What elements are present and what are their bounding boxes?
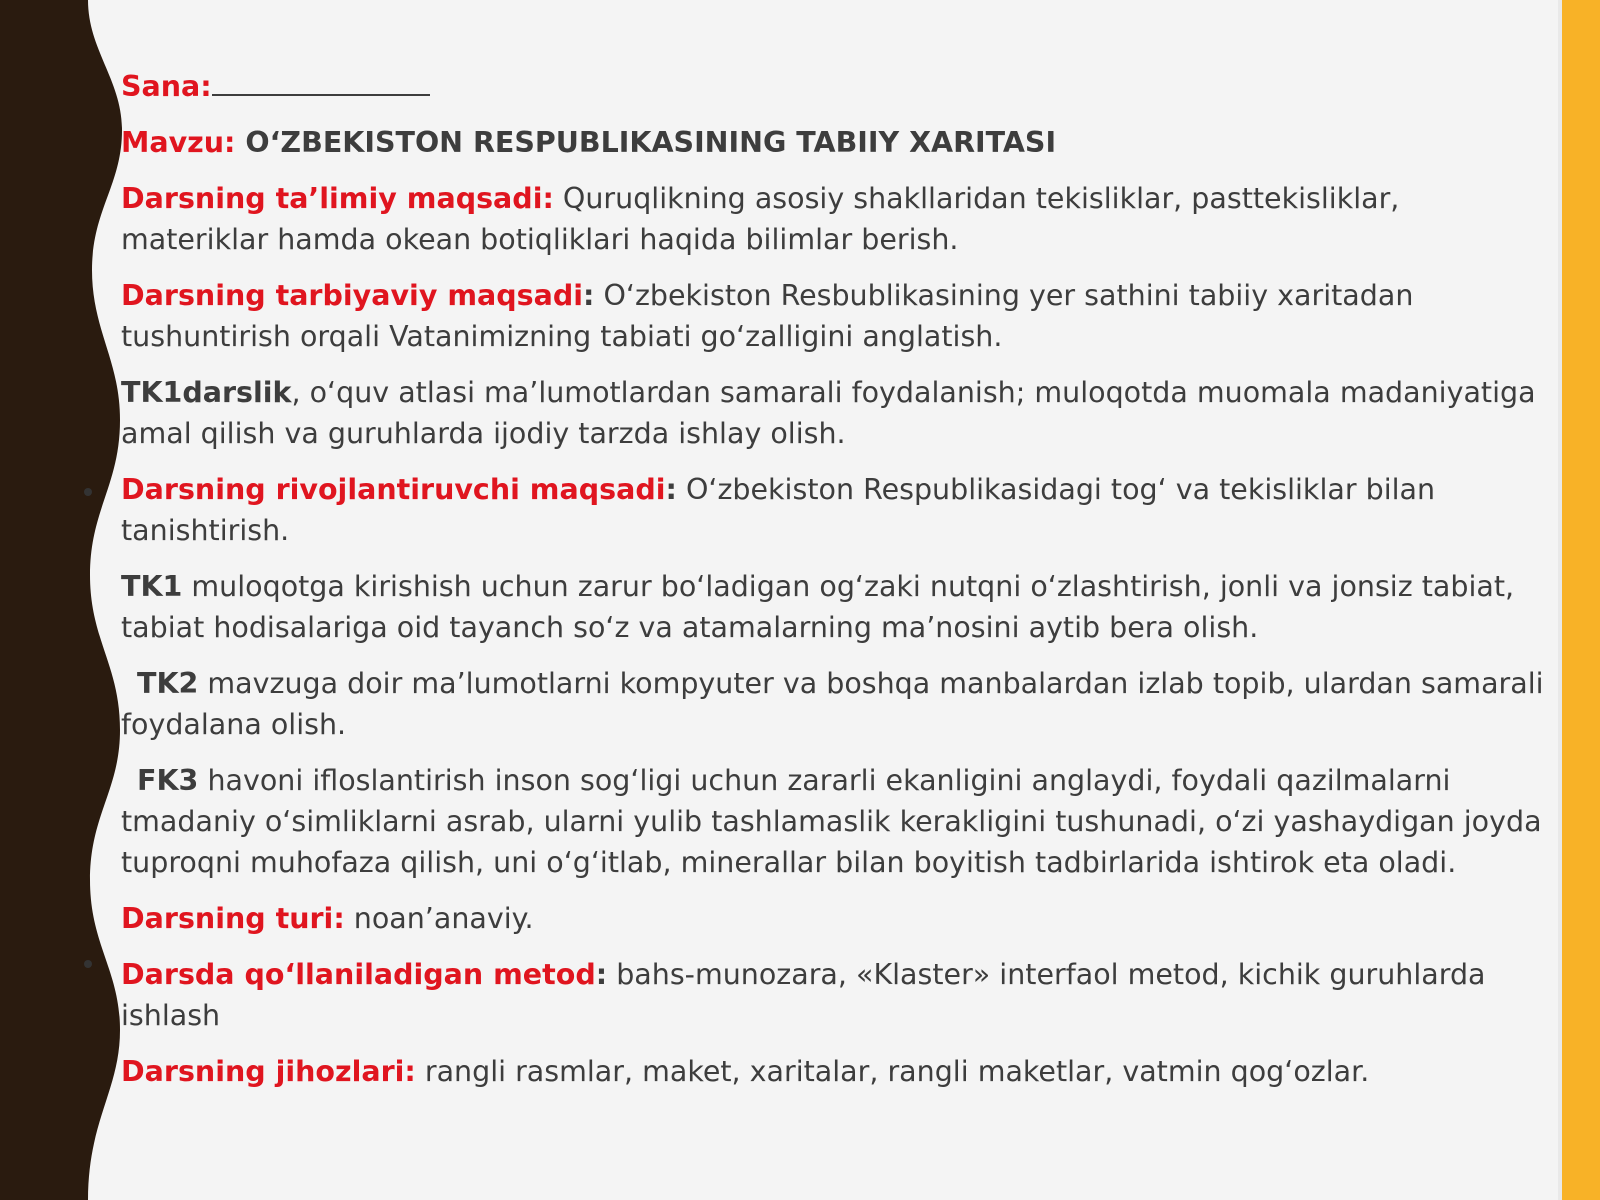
tk1-competency [121,566,1546,648]
date-line [121,64,1546,107]
developmental-goal-colon: : [665,473,677,506]
lesson-type-text: noan’anaviy. [344,902,534,935]
upbringing-goal-text: O‘zbekiston Resbublikasining yer sathini tabiiy xaritadan tushuntirish orqali Vatanimizning tabiati go‘zalligini anglatish. [121,279,1414,353]
educational-goal-label: Darsning ta’limiy maqsadi: [121,182,554,215]
topic-title: O‘ZBEKISTON RESPUBLIKASINING TABIIY XARITASI [235,126,1057,159]
lesson-equipment-text: rangli rasmlar, maket, xaritalar, rangli maketlar, vatmin qog‘ozlar. [415,1055,1370,1088]
bullet-marker [84,488,92,496]
date-label: Sana: [121,70,212,103]
teaching-method-text: bahs-munozara, «Klaster» interfaol metod, kichik guruhlarda ishlash [121,958,1486,1032]
bullet-marker [84,960,92,968]
topic-label: Mavzu: [121,126,236,159]
lesson-type [121,898,1546,939]
right-accent-bar [1562,0,1600,1200]
fk3-text: havoni ifloslantirish inson sog‘ligi uchun zararli ekanligini anglaydi, foydali qazilmalarni tmadaniy o‘simliklarni asrab, ularni yulib tashlamaslik kerakligini tushunadi, o‘zi yashaydigan joyda tuproqni muhofaza qilish, uni o‘g‘itlab, minerallar bilan boyitish tadbirlarida ishtirok eta oladi. [121,764,1542,879]
tk2-text: mavzuga doir ma’lumotlarni kompyuter va boshqa manbalardan izlab topib, ulardan samarali foydalana olish. [121,667,1544,741]
tk2-competency [121,663,1546,745]
educational-goal [121,178,1546,260]
upbringing-goal [121,275,1546,357]
teaching-method-label: Darsda qo‘llaniladigan metod [121,958,596,991]
lesson-type-label: Darsning turi: [121,902,345,935]
fk3-competency [121,760,1546,883]
teaching-method [121,954,1546,1036]
lesson-equipment [121,1051,1546,1092]
tk1-textbook-text: , o‘quv atlasi ma’lumotlardan samarali foydalanish; muloqotda muomala madaniyatiga amal qilish va guruhlarda ijodiy tarzda ishlay olish. [121,376,1536,450]
lesson-plan-content [121,64,1546,1107]
tk2-label: TK2 [137,667,199,700]
topic-line [121,122,1546,163]
teaching-method-colon: : [595,958,608,991]
lesson-equipment-label: Darsning jihozlari: [121,1055,416,1088]
fk3-label: FK3 [137,764,199,797]
tk1-text: muloqotga kirishish uchun zarur bo‘ladigan og‘zaki nutqni o‘zlashtirish, jonli va jonsiz tabiat, tabiat hodisalariga oid tayanch so‘z va atamalarning ma’nosini aytib bera olish. [121,570,1515,644]
tk1-textbook-competency [121,372,1546,454]
tk1-textbook-label: TK1darslik [121,376,292,409]
upbringing-goal-colon: : [583,279,595,312]
educational-goal-text: Quruqlikning asosiy shakllaridan tekisliklar, pasttekisliklar, materiklar hamda okean botiqliklari haqida bilimlar berish. [121,182,1400,256]
tk1-label: TK1 [121,570,183,603]
date-blank-line[interactable] [212,64,430,96]
developmental-goal [121,469,1546,551]
wavy-left-border [0,0,130,1200]
developmental-goal-label: Darsning rivojlantiruvchi maqsadi [121,473,666,506]
upbringing-goal-label: Darsning tarbiyaviy maqsadi [121,279,584,312]
developmental-goal-text: O‘zbekiston Respublikasidagi tog‘ va tekisliklar bilan tanishtirish. [121,473,1436,547]
